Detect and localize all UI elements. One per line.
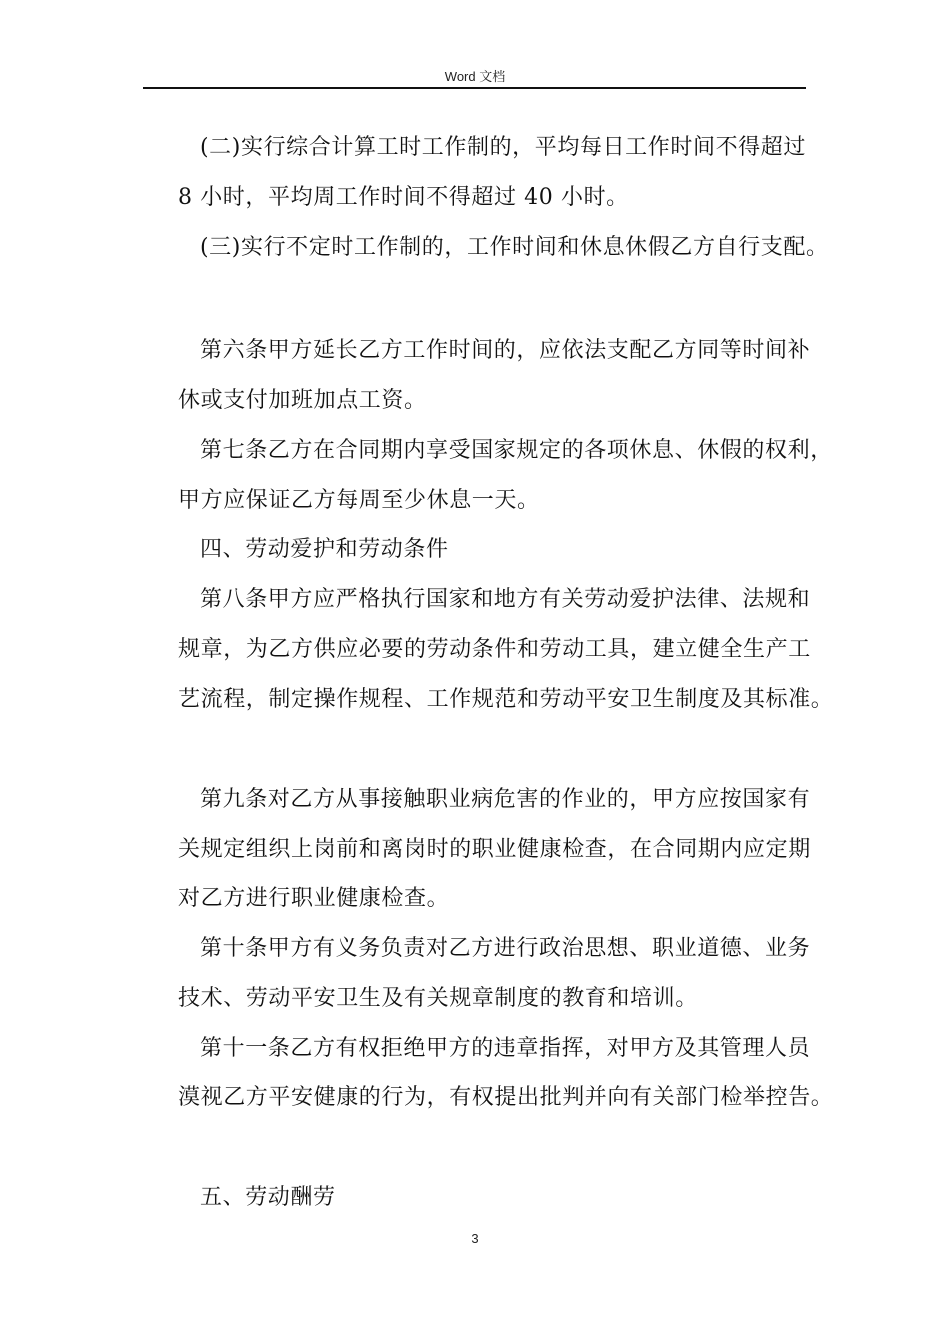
paragraph-line: 第九条对乙方从事接触职业病危害的作业的，甲方应按国家有 xyxy=(200,787,811,812)
paragraph-line: 8 小时，平均周工作时间不得超过 40 小时。 xyxy=(178,185,629,210)
paragraph-line: 第八条甲方应严格执行国家和地方有关劳动爱护法律、法规和 xyxy=(200,587,811,612)
paragraph-line: 规章，为乙方供应必要的劳动条件和劳动工具，建立健全生产工 xyxy=(178,637,811,662)
section-heading: 五、劳动酬劳 xyxy=(200,1185,336,1210)
paragraph-line: (二)实行综合计算工时工作制的，平均每日工作时间不得超过 xyxy=(200,135,806,160)
header-title: Word 文档 xyxy=(444,69,506,84)
paragraph-line: (三)实行不定时工作制的，工作时间和休息休假乙方自行支配。 xyxy=(200,235,829,260)
paragraph-line: 漠视乙方平安健康的行为，有权提出批判并向有关部门检举控告。 xyxy=(178,1085,834,1110)
paragraph-line: 第六条甲方延长乙方工作时间的，应依法支配乙方同等时间补 xyxy=(200,338,811,363)
section-heading: 四、劳动爱护和劳动条件 xyxy=(200,537,449,562)
paragraph-line: 第十条甲方有义务负责对乙方进行政治思想、职业道德、业务 xyxy=(200,936,811,961)
paragraph-line: 第十一条乙方有权拒绝甲方的违章指挥，对甲方及其管理人员 xyxy=(200,1036,811,1061)
paragraph-line: 对乙方进行职业健康检查。 xyxy=(178,886,450,911)
paragraph-line: 甲方应保证乙方每周至少休息一天。 xyxy=(178,488,540,513)
paragraph-line: 技术、劳动平安卫生及有关规章制度的教育和培训。 xyxy=(178,986,698,1011)
paragraph-line: 关规定组织上岗前和离岗时的职业健康检查，在合同期内应定期 xyxy=(178,837,811,862)
header-divider xyxy=(143,87,806,89)
paragraph-line: 艺流程，制定操作规程、工作规范和劳动平安卫生制度及其标准。 xyxy=(178,687,834,712)
page-number: 3 xyxy=(471,1231,479,1246)
paragraph-line: 第七条乙方在合同期内享受国家规定的各项休息、休假的权利， xyxy=(200,438,833,463)
paragraph-line: 休或支付加班加点工资。 xyxy=(178,388,427,413)
